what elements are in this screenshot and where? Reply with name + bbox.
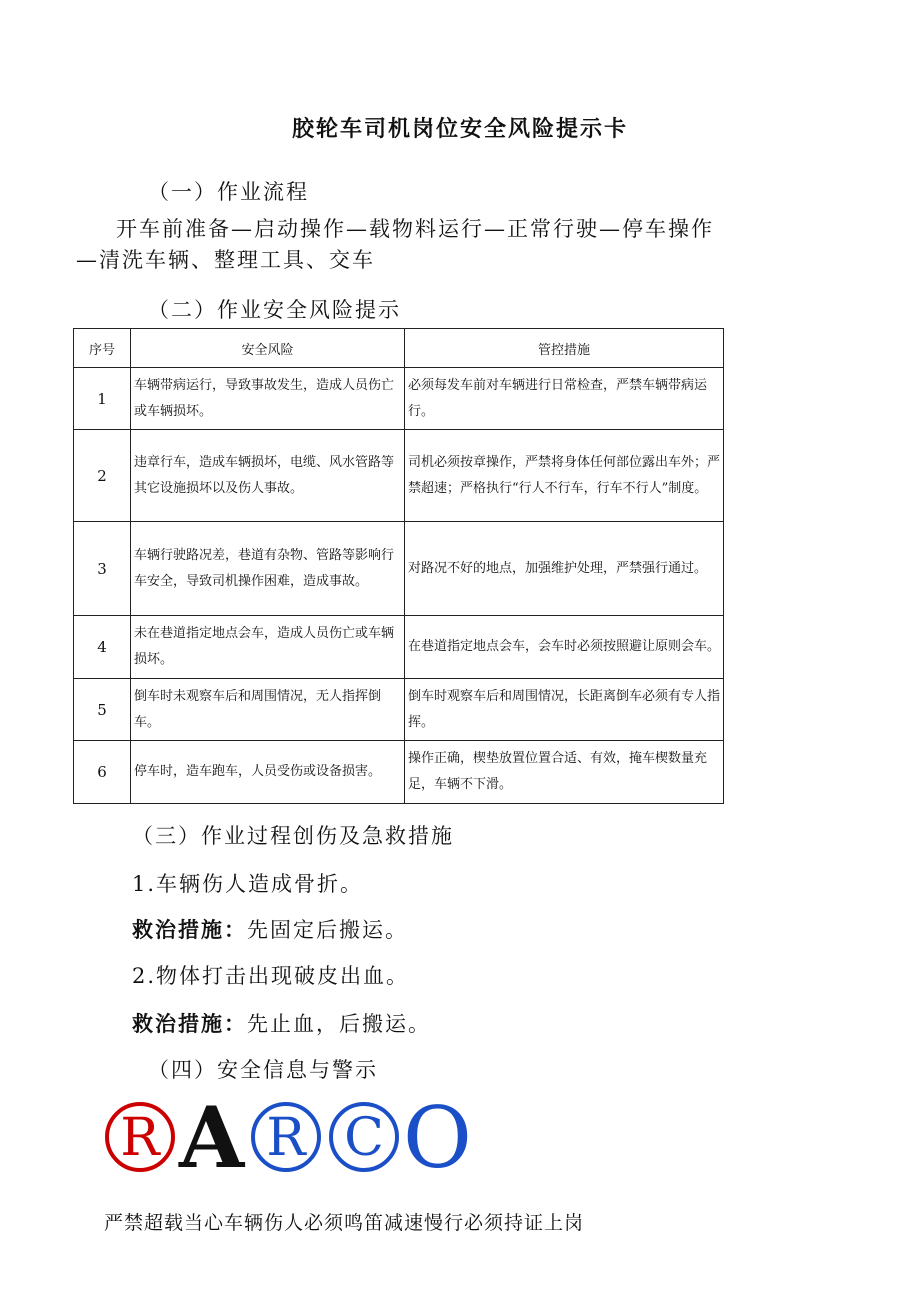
rescue-text: 先固定后搬运。 [247, 918, 408, 942]
workflow-text: 开车前准备—启动操作—载物料运行—正常行驶—停车操作—清洗车辆、整理工具、交车 [76, 217, 714, 272]
row-num: 1 [74, 368, 131, 430]
safety-signs [105, 1088, 475, 1187]
header-num: 序号 [74, 329, 131, 368]
row-control: 对路况不好的地点，加强维护处理，严禁强行通过。 [405, 522, 724, 616]
warning-text: 严禁超载当心车辆伤人必须鸣笛减速慢行必须持证上岗 [104, 1212, 585, 1234]
table-row [74, 368, 724, 430]
row-risk: 未在巷道指定地点会车，造成人员伤亡或车辆损坏。 [131, 616, 405, 679]
table-header-row [74, 329, 724, 368]
table-row [74, 430, 724, 522]
row-num: 3 [74, 522, 131, 616]
rescue-label: 救治措施： [132, 917, 247, 942]
header-control: 管控措施 [405, 329, 724, 368]
row-risk: 倒车时未观察车后和周围情况，无人指挥倒车。 [131, 679, 405, 741]
rescue-label: 救治措施： [132, 1011, 247, 1036]
row-risk: 停车时，造车跑车，人员受伤或设备损害。 [131, 741, 405, 804]
section-heading-warnings: （四）安全信息与警示 [148, 1058, 378, 1082]
table-row [74, 741, 724, 804]
risk-table [73, 328, 724, 804]
letter-a-icon: A [179, 1088, 245, 1187]
table-row [74, 679, 724, 741]
section-heading-risks: （二）作业安全风险提示 [148, 298, 401, 322]
row-control: 在巷道指定地点会车，会车时必须按照避让原则会车。 [405, 616, 724, 679]
row-num: 2 [74, 430, 131, 522]
rescue-line-1 [132, 914, 408, 944]
row-control: 倒车时观察车后和周围情况，长距离倒车必须有专人指挥。 [405, 679, 724, 741]
section-heading-workflow: （一）作业流程 [148, 180, 309, 204]
row-control: 司机必须按章操作，严禁将身体任何部位露出车外；严禁超速；严格执行“行人不行车，行车不行人”制度。 [405, 430, 724, 522]
page-title: 胶轮车司机岗位安全风险提示卡 [291, 116, 628, 142]
row-num: 4 [74, 616, 131, 679]
copyright-blue-icon: C [329, 1102, 399, 1172]
table-row [74, 522, 724, 616]
letter-o-icon: O [403, 1089, 472, 1187]
row-risk: 违章行车，造成车辆损坏，电缆、风水管路等其它设施损坏以及伤人事故。 [131, 430, 405, 522]
registered-blue-icon: R [251, 1102, 321, 1172]
section-heading-first-aid: （三）作业过程创伤及急救措施 [132, 824, 454, 848]
row-risk: 车辆行驶路况差，巷道有杂物、管路等影响行车安全，导致司机操作困难，造成事故。 [131, 522, 405, 616]
injury-item-2: 2.物体打击出现破皮出血。 [132, 964, 410, 988]
row-risk: 车辆带病运行，导致事故发生，造成人员伤亡或车辆损坏。 [131, 368, 405, 430]
injury-item-1: 1.车辆伤人造成骨折。 [132, 872, 364, 896]
registered-red-icon: R [105, 1102, 175, 1172]
rescue-line-2 [132, 1008, 431, 1038]
header-risk: 安全风险 [131, 329, 405, 368]
row-num: 6 [74, 741, 131, 804]
row-num: 5 [74, 679, 131, 741]
table-row [74, 616, 724, 679]
row-control: 必须每发车前对车辆进行日常检查，严禁车辆带病运行。 [405, 368, 724, 430]
rescue-text: 先止血，后搬运。 [247, 1012, 431, 1036]
row-control: 操作正确，楔垫放置位置合适、有效，掩车楔数量充足，车辆不下滑。 [405, 741, 724, 804]
